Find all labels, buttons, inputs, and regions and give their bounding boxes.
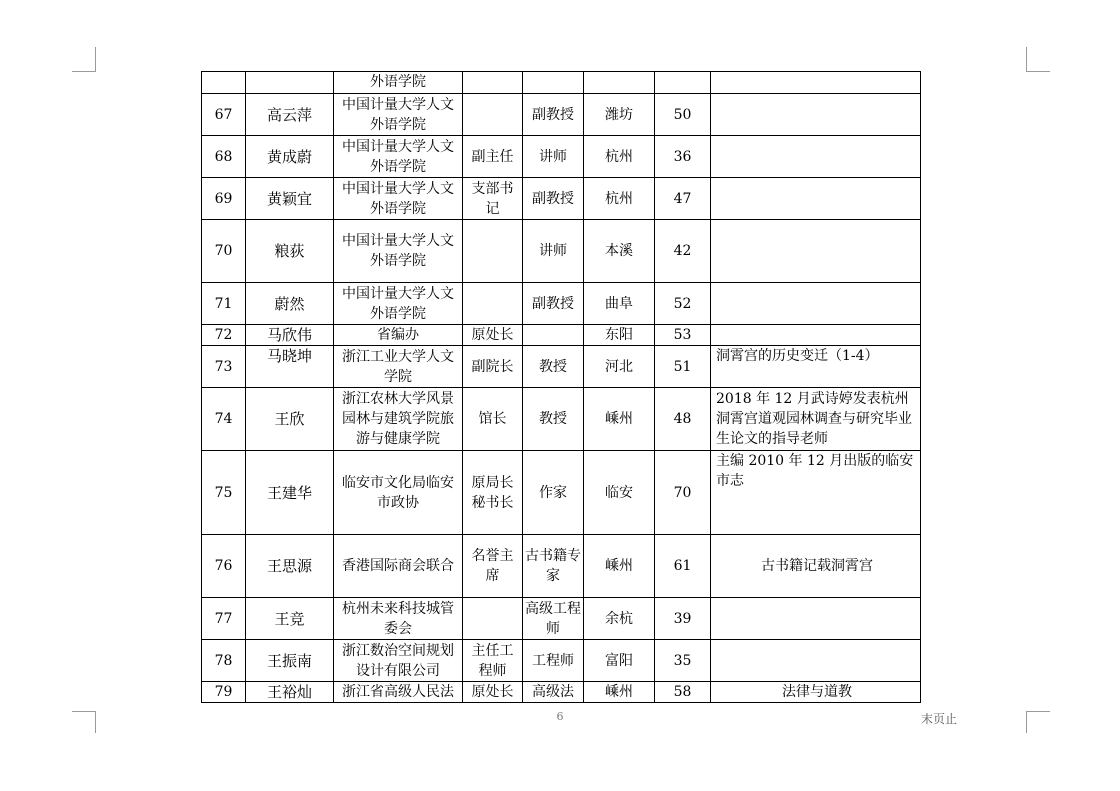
cell-position: 原处长 xyxy=(463,325,523,346)
cell-age: 61 xyxy=(655,535,711,598)
cell-name: 黄颖宜 xyxy=(246,178,334,220)
cell-position: 馆长 xyxy=(463,388,523,451)
cell-region: 河北 xyxy=(584,346,655,388)
cell-region: 东阳 xyxy=(584,325,655,346)
cell-name: 马欣伟 xyxy=(246,325,334,346)
cell-title: 教授 xyxy=(523,346,584,388)
table-row xyxy=(202,388,921,451)
table-row xyxy=(202,346,921,388)
table-row xyxy=(202,220,921,283)
cell-unit: 中国计量大学人文外语学院 xyxy=(334,178,463,220)
cell-number: 70 xyxy=(202,220,246,283)
cell-title: 副教授 xyxy=(523,94,584,136)
cell-name: 王竞 xyxy=(246,598,334,640)
cell-region: 本溪 xyxy=(584,220,655,283)
cell-unit: 省编办 xyxy=(334,325,463,346)
end-of-page-label: 末页止 xyxy=(921,712,958,726)
table-row xyxy=(202,640,921,682)
cell-age: 52 xyxy=(655,283,711,325)
cell-unit: 香港国际商会联合 xyxy=(334,535,463,598)
table-row xyxy=(202,283,921,325)
table-row xyxy=(202,451,921,535)
table-row xyxy=(202,535,921,598)
cell-note: 洞霄宫的历史变迁（1-4） xyxy=(711,346,921,388)
cell-number: 76 xyxy=(202,535,246,598)
cell-region: 嵊州 xyxy=(584,388,655,451)
cell-note: 古书籍记载洞霄宫 xyxy=(711,535,921,598)
cell-age: 35 xyxy=(655,640,711,682)
cell-unit: 浙江农林大学风景园林与建筑学院旅游与健康学院 xyxy=(334,388,463,451)
cell-note xyxy=(711,94,921,136)
cell-region: 曲阜 xyxy=(584,283,655,325)
cell-region: 余杭 xyxy=(584,598,655,640)
cell-region: 嵊州 xyxy=(584,682,655,703)
cell-position xyxy=(463,94,523,136)
table-row xyxy=(202,598,921,640)
cell-title: 古书籍专家 xyxy=(523,535,584,598)
cell-title xyxy=(523,325,584,346)
page-number: 6 xyxy=(556,710,564,723)
cell-title: 讲师 xyxy=(523,136,584,178)
cell-position: 原处长 xyxy=(463,682,523,703)
cell-name: 马晓坤 xyxy=(246,346,334,388)
cell-region xyxy=(584,72,655,94)
cell-name: 粮荻 xyxy=(246,220,334,283)
cell-number: 79 xyxy=(202,682,246,703)
cell-region: 潍坊 xyxy=(584,94,655,136)
cell-position xyxy=(463,72,523,94)
cell-note xyxy=(711,72,921,94)
cell-title: 工程师 xyxy=(523,640,584,682)
cell-age: 39 xyxy=(655,598,711,640)
cell-unit: 外语学院 xyxy=(334,72,463,94)
cell-unit: 杭州未来科技城管委会 xyxy=(334,598,463,640)
table-row xyxy=(202,682,921,703)
member-table xyxy=(201,71,921,703)
table-row xyxy=(202,136,921,178)
cell-position: 支部书记 xyxy=(463,178,523,220)
cell-age: 58 xyxy=(655,682,711,703)
cell-unit: 中国计量大学人文外语学院 xyxy=(334,220,463,283)
table-row xyxy=(202,94,921,136)
cell-position: 副主任 xyxy=(463,136,523,178)
cell-name xyxy=(246,72,334,94)
cell-number xyxy=(202,72,246,94)
cell-name: 王裕灿 xyxy=(246,682,334,703)
cell-note xyxy=(711,283,921,325)
cell-age: 48 xyxy=(655,388,711,451)
crop-mark xyxy=(95,47,96,72)
table-row xyxy=(202,325,921,346)
member-table-body xyxy=(202,72,921,703)
cell-number: 77 xyxy=(202,598,246,640)
cell-age: 51 xyxy=(655,346,711,388)
cell-title xyxy=(523,72,584,94)
cell-note: 2018 年 12 月武诗婷发表杭州洞霄宫道观园林调查与研究毕业生论文的指导老师 xyxy=(711,388,921,451)
cell-number: 67 xyxy=(202,94,246,136)
cell-age xyxy=(655,72,711,94)
cell-position xyxy=(463,598,523,640)
cell-age: 50 xyxy=(655,94,711,136)
cell-region: 嵊州 xyxy=(584,535,655,598)
cell-age: 70 xyxy=(655,451,711,535)
cell-name: 黄成蔚 xyxy=(246,136,334,178)
cell-unit: 浙江数治空间规划设计有限公司 xyxy=(334,640,463,682)
cell-number: 75 xyxy=(202,451,246,535)
cell-age: 47 xyxy=(655,178,711,220)
crop-mark xyxy=(72,71,96,72)
cell-position: 主任工程师 xyxy=(463,640,523,682)
cell-region: 富阳 xyxy=(584,640,655,682)
cell-title: 高级工程师 xyxy=(523,598,584,640)
cell-title: 教授 xyxy=(523,388,584,451)
cell-position: 名誉主席 xyxy=(463,535,523,598)
cell-position xyxy=(463,283,523,325)
cell-title: 讲师 xyxy=(523,220,584,283)
cell-note: 主编 2010 年 12 月出版的临安市志 xyxy=(711,451,921,535)
cell-title: 作家 xyxy=(523,451,584,535)
cell-name: 王建华 xyxy=(246,451,334,535)
cell-age: 42 xyxy=(655,220,711,283)
cell-number: 74 xyxy=(202,388,246,451)
cell-position: 副院长 xyxy=(463,346,523,388)
cell-note xyxy=(711,136,921,178)
cell-number: 73 xyxy=(202,346,246,388)
cell-note xyxy=(711,178,921,220)
cell-region: 临安 xyxy=(584,451,655,535)
cell-unit: 浙江省高级人民法 xyxy=(334,682,463,703)
cell-note xyxy=(711,640,921,682)
cell-unit: 临安市文化局临安市政协 xyxy=(334,451,463,535)
cell-age: 36 xyxy=(655,136,711,178)
table-row xyxy=(202,178,921,220)
cell-number: 69 xyxy=(202,178,246,220)
cell-unit: 浙江工业大学人文学院 xyxy=(334,346,463,388)
cell-name: 王欣 xyxy=(246,388,334,451)
cell-note xyxy=(711,220,921,283)
crop-mark xyxy=(1026,47,1027,72)
cell-name: 高云萍 xyxy=(246,94,334,136)
cell-unit: 中国计量大学人文外语学院 xyxy=(334,283,463,325)
cell-name: 王思源 xyxy=(246,535,334,598)
cell-note xyxy=(711,598,921,640)
cell-number: 68 xyxy=(202,136,246,178)
cell-note: 法律与道教 xyxy=(711,682,921,703)
cell-title: 副教授 xyxy=(523,178,584,220)
cell-position xyxy=(463,220,523,283)
cell-title: 副教授 xyxy=(523,283,584,325)
table-row xyxy=(202,72,921,94)
cell-position: 原局长秘书长 xyxy=(463,451,523,535)
crop-mark xyxy=(1026,71,1050,72)
cell-unit: 中国计量大学人文外语学院 xyxy=(334,94,463,136)
cell-name: 蔚然 xyxy=(246,283,334,325)
cell-note xyxy=(711,325,921,346)
cell-age: 53 xyxy=(655,325,711,346)
cell-region: 杭州 xyxy=(584,136,655,178)
cell-title: 高级法 xyxy=(523,682,584,703)
cell-number: 78 xyxy=(202,640,246,682)
cell-number: 71 xyxy=(202,283,246,325)
cell-name: 王振南 xyxy=(246,640,334,682)
cell-unit: 中国计量大学人文外语学院 xyxy=(334,136,463,178)
cell-number: 72 xyxy=(202,325,246,346)
cell-region: 杭州 xyxy=(584,178,655,220)
